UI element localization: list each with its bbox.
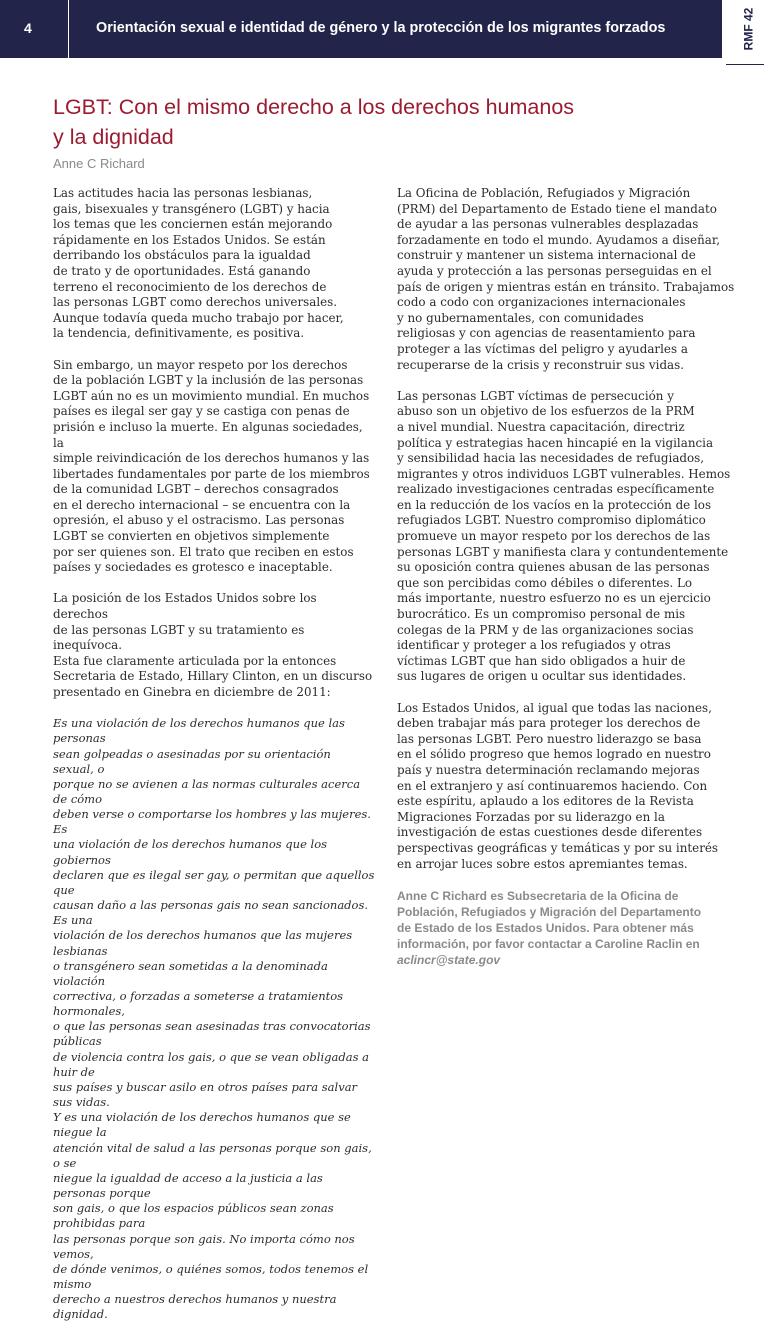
header-title: Orientación sexual e identidad de género y la protección de los migrantes forzados [96,20,666,36]
right-column [397,186,735,983]
issue-tag-box [728,0,768,58]
author-bio [397,888,735,968]
issue-tag: RMF 42 [741,7,755,51]
page-number: 4 [24,20,32,36]
paragraph: Las actitudes hacia las personas lesbianas, gais, bisexuales y transgénero (LGBT) y hacia los temas que les conciernen están mejorando rápidamente en los Estados Unidos. Se están derribando los obstáculos para la igualdad de trato y de oportunidades. Está ganando terreno el reconocimiento de los derechos de las personas LGBT como derechos universales. Aunque todavía queda mucho trabajo por hacer, la tendencia, definitivamente, es positiva. [53,186,344,341]
block-quote: Es una violación de los derechos humanos que las personas sean golpeadas o asesinadas por su orientación sexual, o porque no se avienen a las normas culturales acerca de cómo deben verse o comportarse los hombres y las mujeres. Es una violación de los derechos humanos que los gobiernos declaren que es ilegal ser gay, o permitan que aquellos que causan daño a las personas gais no sean sancionados. Es una violación de los derechos humanos que las mujeres lesbianas o transgénero sean sometidas a la denominada violación correctiva, o forzadas a someterse a tratamientos hormonales, o que las personas sean asesinadas tras convocatorias públicas de violencia contra los gais, o que se vean obligadas a huir de sus países y buscar asilo en otros países para salvar sus vidas. Y es una violación de los derechos humanos que se niegue la atención vital de salud a las personas porque son gais, o se niegue la igualdad de acceso a la justicia a las personas porque son gais, o que los espacios públicos sean zonas prohibidas para las personas porque son gais. No importa cómo nos vemos, de dónde venimos, o quiénes somos, todos tenemos el mismo derecho a nuestros derechos humanos y nuestra dignidad. [53,716,375,1322]
author-email-link[interactable]: aclincr@state.gov [397,952,501,967]
paragraph: La Oficina de Población, Refugiados y Migración (PRM) del Departamento de Estado tiene el mandato de ayudar a las personas vulnerables desplazadas forzadamente en todo el mundo. Ayudamos a diseñar, construir y mantener un sistema internacional de ayuda y protección a las personas perseguidas en el país de origen y mientras están en tránsito. Trabajamos codo a codo con organizaciones internacionales y no gubernamentales, con comunidades religiosas y con agencias de reasentamiento para proteger a las víctimas del peligro y ayudarles a recuperarse de la crisis y reconstruir sus vidas. [397,186,735,372]
left-column [53,186,375,1338]
paragraph: La posición de los Estados Unidos sobre los derechos de las personas LGBT y su tratamiento es inequívoca. Esta fue claramente articulada por la entonces Secretaria de Estado, Hillary Clinton, en un discurso presentado en Ginebra en diciembre de 2011: [53,591,373,699]
article-title [53,92,713,152]
author-bio-text: Anne C Richard es Subsecretaria de la Oficina de Población, Refugiados y Migración del Departamento de Estado de los Estados Unidos. Para obtener más información, por favor contactar a Caroline Raclin en [397,888,702,951]
issue-tag-rule [726,64,764,65]
paragraph: Las personas LGBT víctimas de persecución y abuso son un objetivo de los esfuerzos de la PRM a nivel mundial. Nuestra capacitación, directriz política y estrategias hacen hincapié en la vigilancia y sensibilidad hacia las necesidades de refugiados, migrantes y otros individuos LGBT vulnerables. Hemos realizado investigaciones centradas específicamente en la reducción de los vacíos en la protección de los refugiados LGBT. Nuestro compromiso diplomático promueve un mayor respeto por los derechos de las personas LGBT y manifiesta clara y contundentemente su oposición contra quienes abusan de las personas que son percibidas como débiles o diferentes. Lo más importante, nuestro esfuerzo no es un ejercicio burocrático. Es un compromiso personal de mis colegas de la PRM y de las organizaciones socias identificar y proteger a los refugiados y otras víctimas LGBT que han sido obligados a huir de sus lugares de origen u ocultar sus identidades. [397,388,731,684]
paragraph: Los Estados Unidos, al igual que todas las naciones, deben trabajar más para proteger los derechos de las personas LGBT. Pero nuestro liderazgo se basa en el sólido progreso que hemos logrado en nuestro país y nuestra determinación reclamando mejoras en el extranjero y así continuaremos haciendo. Con este espíritu, aplaudo a los editores de la Revista Migraciones Forzadas por su liderazgo en la investigación de estas cuestiones desde diferentes perspectivas geográficas y temáticas y por su interés en arrojar luces sobre estos apremiantes temas. [397,700,719,871]
article-title-text: LGBT: Con el mismo derecho a los derechos humanos y la dignidad [53,95,575,149]
header-divider [68,0,69,58]
page-header [0,0,722,58]
article-author: Anne C Richard [53,156,145,171]
paragraph: Sin embargo, un mayor respeto por los derechos de la población LGBT y la inclusión de las personas LGBT aún no es un movimiento mundial. En muchos países es ilegal ser gay y se castiga con penas de prisión e incluso la muerte. En algunas sociedades, la simple reivindicación de los derechos humanos y las libertades fundamentales por parte de los miembros de la comunidad LGBT – derechos consagrados en el derecho internacional – se encuentra con la opresión, el abuso y el ostracismo. Las personas LGBT se convierten en objetivos simplemente por ser quienes son. El trato que reciben en estos países y sociedades es grotesco e inaceptable. [53,357,370,575]
